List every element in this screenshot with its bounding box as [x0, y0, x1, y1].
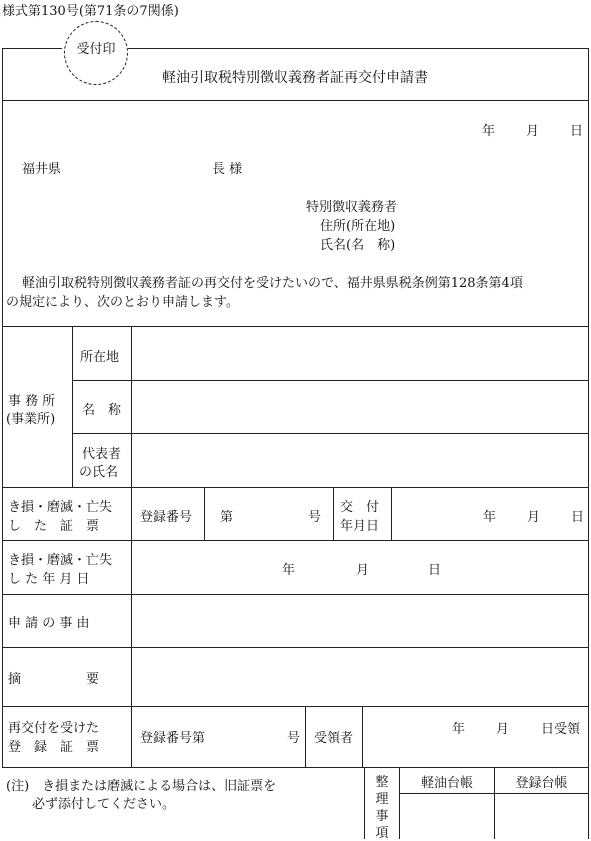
- lost-cert-issue-line2: 年月日: [340, 519, 380, 534]
- office-label-line2: (事業所): [6, 412, 56, 427]
- rule-office-2: [72, 433, 589, 434]
- office-rep-label-line1: 代表者: [82, 447, 122, 462]
- rule-label-column: [131, 326, 132, 767]
- rule-reissued-no: [305, 706, 306, 767]
- lost-cert-regno-label: 登録番号: [140, 510, 193, 525]
- lost-date-day: 日: [428, 563, 442, 578]
- addressee-prefecture: 福井県: [22, 162, 62, 177]
- note-line1: (注) き損または磨滅による場合は、旧証票を: [6, 779, 277, 794]
- lost-cert-label-line1: き損・磨滅・亡失: [8, 500, 113, 515]
- rule-under-title: [2, 100, 589, 101]
- date-month: 月: [526, 124, 540, 139]
- rule-remarks-bottom: [2, 706, 589, 707]
- admin-label-1: 整: [375, 775, 389, 790]
- reissued-label-line1: 再交付を受けた: [8, 721, 100, 736]
- lost-cert-dai: 第: [220, 510, 234, 525]
- rule-reissued-receiver: [362, 706, 363, 767]
- frame-left: [2, 48, 3, 767]
- rule-office-sub-left: [72, 326, 73, 487]
- reissued-month: 月: [496, 722, 510, 737]
- admin-label-4: 項: [375, 826, 389, 841]
- rule-office-bottom: [2, 487, 589, 488]
- reissued-regno-label: 登録番号第: [140, 731, 206, 746]
- admin-col-registration-ledger: 登録台帳: [515, 776, 568, 791]
- rule-reason-bottom: [2, 647, 589, 648]
- frame-top-left: [2, 48, 62, 49]
- office-location-label: 所在地: [80, 350, 120, 365]
- office-label-line1: 事 務 所: [8, 394, 56, 409]
- reissued-receiver-label: 受領者: [314, 731, 354, 746]
- body-text-line1: 軽油引取税特別徴収義務者証の再交付を受けたいので、福井県県税条例第128条第4項: [22, 276, 523, 291]
- applicant-role: 特別徴収義務者: [306, 200, 398, 215]
- lost-cert-go: 号: [308, 510, 322, 525]
- lost-cert-issue-line1: 交 付: [340, 500, 380, 515]
- lost-date-month: 月: [356, 563, 370, 578]
- reason-label: 申 請 の 事 由: [8, 616, 90, 631]
- admin-label-3: 事: [375, 809, 389, 824]
- rule-office-1: [72, 380, 589, 381]
- lost-date-label-line2: し た 年 月 日: [8, 572, 90, 587]
- reception-stamp-label: 受付印: [76, 42, 116, 57]
- reissued-label-line2: 登 録 証 票: [8, 740, 100, 755]
- rule-table-top: [2, 326, 589, 327]
- rule-reissued-bottom: [2, 767, 589, 768]
- remarks-label: 摘 要: [8, 672, 100, 687]
- lost-cert-month: 月: [527, 510, 541, 525]
- date-year: 年: [482, 124, 496, 139]
- frame-top-right: [128, 48, 588, 49]
- rule-lost-cert-bottom: [2, 540, 589, 541]
- body-text-line2: の規定により、次のとおり申請します。: [6, 295, 239, 310]
- admin-col-oil-ledger: 軽油台帳: [420, 776, 473, 791]
- lost-cert-label-line2: し た 証 票: [8, 519, 100, 534]
- applicant-name-label: 氏名(名 称): [320, 238, 396, 253]
- lost-date-label-line1: き損・磨滅・亡失: [8, 553, 113, 568]
- date-day: 日: [570, 124, 584, 139]
- form-title: 軽油引取税特別徴収義務者証再交付申請書: [162, 70, 428, 86]
- form-number: 様式第130号(第71条の7関係): [2, 4, 179, 19]
- lost-date-year: 年: [282, 563, 296, 578]
- reissued-go: 号: [287, 731, 301, 746]
- rule-cert-no: [333, 487, 334, 540]
- rule-lost-date-bottom: [2, 594, 589, 595]
- reissued-received: 日受領: [541, 722, 581, 737]
- office-name-label: 名 称: [82, 403, 122, 418]
- rule-cert-issue: [391, 487, 392, 540]
- admin-label-2: 理: [375, 792, 389, 807]
- reissued-year: 年: [452, 722, 466, 737]
- addressee-suffix: 長 様: [212, 162, 243, 177]
- rule-cert-regno: [204, 487, 205, 540]
- applicant-address-label: 住所(所在地): [320, 219, 396, 234]
- lost-cert-day: 日: [571, 510, 585, 525]
- frame-right: [588, 48, 589, 839]
- office-rep-label-line2: の氏名: [79, 465, 119, 480]
- note-line2: 必ず添付してください。: [6, 797, 176, 812]
- lost-cert-year: 年: [483, 510, 497, 525]
